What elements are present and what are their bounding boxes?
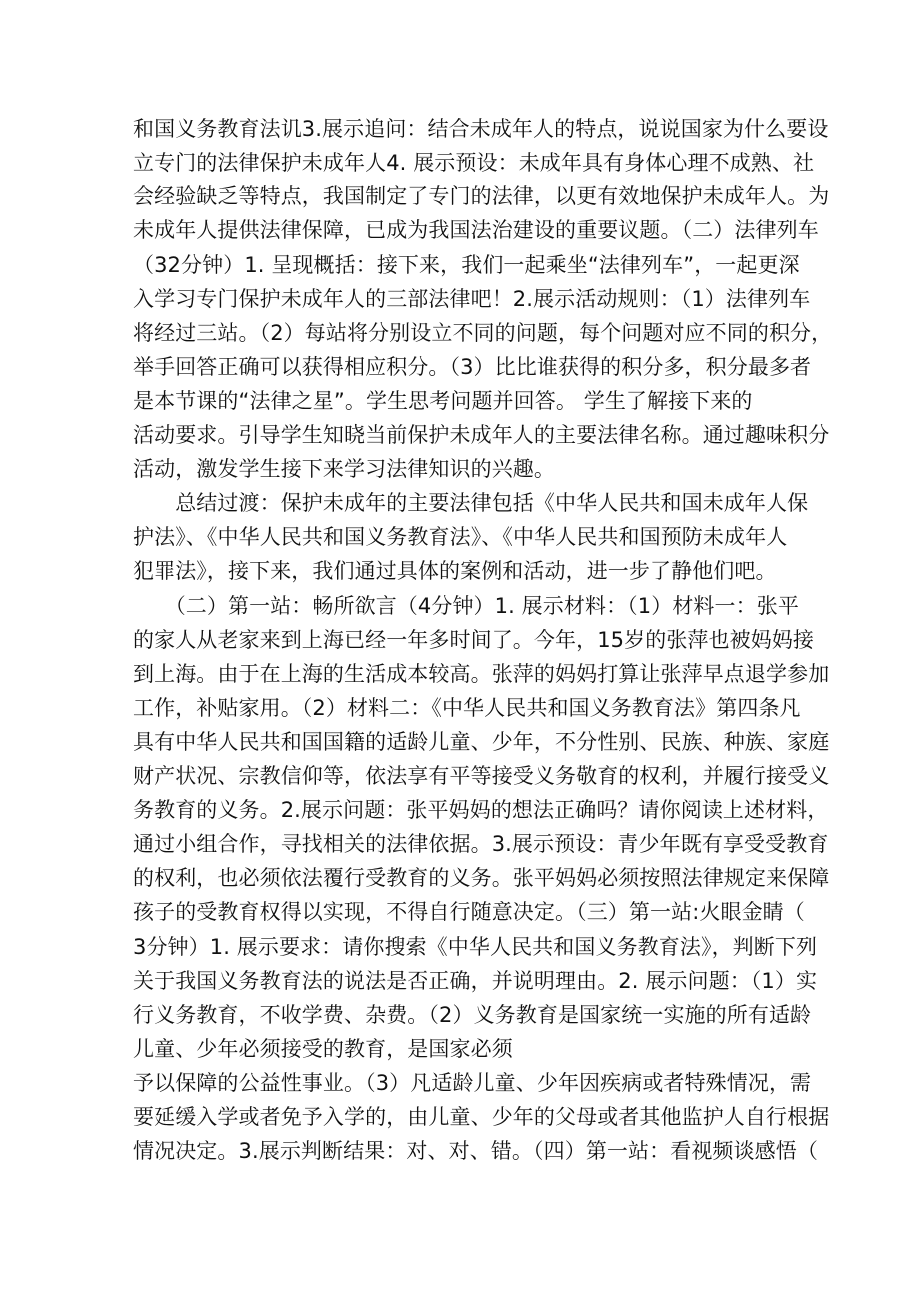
text-line: 的家人从老家来到上海已经一年多时间了。今年，15岁的张萍也被妈妈接: [133, 628, 815, 652]
text-line: 关于我国义务教育法的说法是否正确，并说明理由。2. 展示问题：（1）实: [133, 969, 818, 993]
text-line: （32分钟）1. 呈现概括：接下来，我们一起乘坐“法律列车”，一起更深: [133, 253, 800, 277]
text-line: 务教育的义务。2.展示问题：张平妈妈的想法正确吗？请你阅读上述材料，: [133, 798, 829, 822]
text-line: 和国义务教育法讥3.展示追问：结合未成年人的特点，说说国家为什么要设: [133, 117, 829, 141]
text-line: 具有中华人民共和国国籍的适龄儿童、少年，不分性别、民族、种族、家庭: [133, 730, 830, 754]
text-line: 犯罪法》，接下来，我们通过具体的案例和活动，进一步了静他们吧。: [133, 559, 777, 583]
text-line: 工作，补贴家用。（2）材料二：《中华人民共和国义务教育法》第四条凡: [133, 696, 801, 720]
text-line: 护法》、《中华人民共和国义务教育法》、《中华人民共和国预防未成年人: [133, 525, 788, 549]
text-line: 予以保障的公益性事业。（3）凡适龄儿童、少年因疾病或者特殊情况，需: [133, 1071, 812, 1095]
text-line: 要延缓入学或者免予入学的，由儿童、少年的父母或者其他监护人自行根据: [133, 1105, 830, 1129]
text-line: 到上海。由于在上海的生活成本较高。张萍的妈妈打算让张萍早点退学参加: [133, 662, 830, 686]
text-line: 活动要求。引导学生知晓当前保护未成年人的主要法律名称。通过趣味积分: [133, 423, 830, 447]
text-line: 活动，激发学生接下来学习法律知识的兴趣。: [133, 457, 555, 481]
text-line: 举手回答正确可以获得相应积分。（3）比比谁获得的积分多，积分最多者: [133, 355, 812, 379]
text-line: 情况决定。3.展示判断结果：对、对、错。（四）第一站：看视频谈感悟（: [133, 1139, 818, 1163]
text-line: （二）第一站：畅所欲言（4分钟）1. 展示材料：（1）材料一：张平: [133, 594, 799, 618]
text-line: 入学习专门保护未成年人的三部法律吧！2.展示活动规则：（1）法律列车: [133, 287, 811, 311]
text-line: 立专门的法律保护未成年人4. 展示预设：未成年具有身体心理不成熟、社: [133, 151, 815, 175]
text-line: 未成年人提供法律保障，已成为我国法治建设的重要议题。（二）法律列车: [133, 218, 819, 242]
text-line: 的权利，也必须依法覆行受教育的义务。张平妈妈必须按照法律规定来保障: [133, 866, 830, 890]
text-line: 总结过渡：保护未成年的主要法律包括《中华人民共和国未成年人保: [133, 491, 809, 515]
text-line: 将经过三站。（2）每站将分别设立不同的问题，每个问题对应不同的积分，: [133, 321, 833, 345]
text-line: 是本节课的“法律之星”。学生思考问题并回答。 学生了解接下来的: [133, 389, 753, 413]
text-line: 财产状况、宗教信仰等，依法享有平等接受义务敬育的权利，并履行接受义: [133, 764, 830, 788]
text-line: 会经验缺乏等特点，我国制定了专门的法律，以更有效地保护未成年人。为: [133, 184, 830, 208]
text-line: 孩子的受教育权得以实现，不得自行随意决定。（三）第一站:火眼金睛（: [133, 900, 805, 924]
text-line: 3分钟）1. 展示要求：请你搜索《中华人民共和国义务教育法》，判断下列: [133, 935, 818, 959]
text-line: 儿童、少年必须接受的教育，是国家必须: [133, 1037, 513, 1061]
text-line: 通过小组合作，寻找相关的法律依据。3.展示预设：青少年既有享受受教育: [133, 832, 829, 856]
text-line: 行义务教育，不收学费、杂费。（2）义务教育是国家统一实施的所有适龄: [133, 1003, 812, 1027]
